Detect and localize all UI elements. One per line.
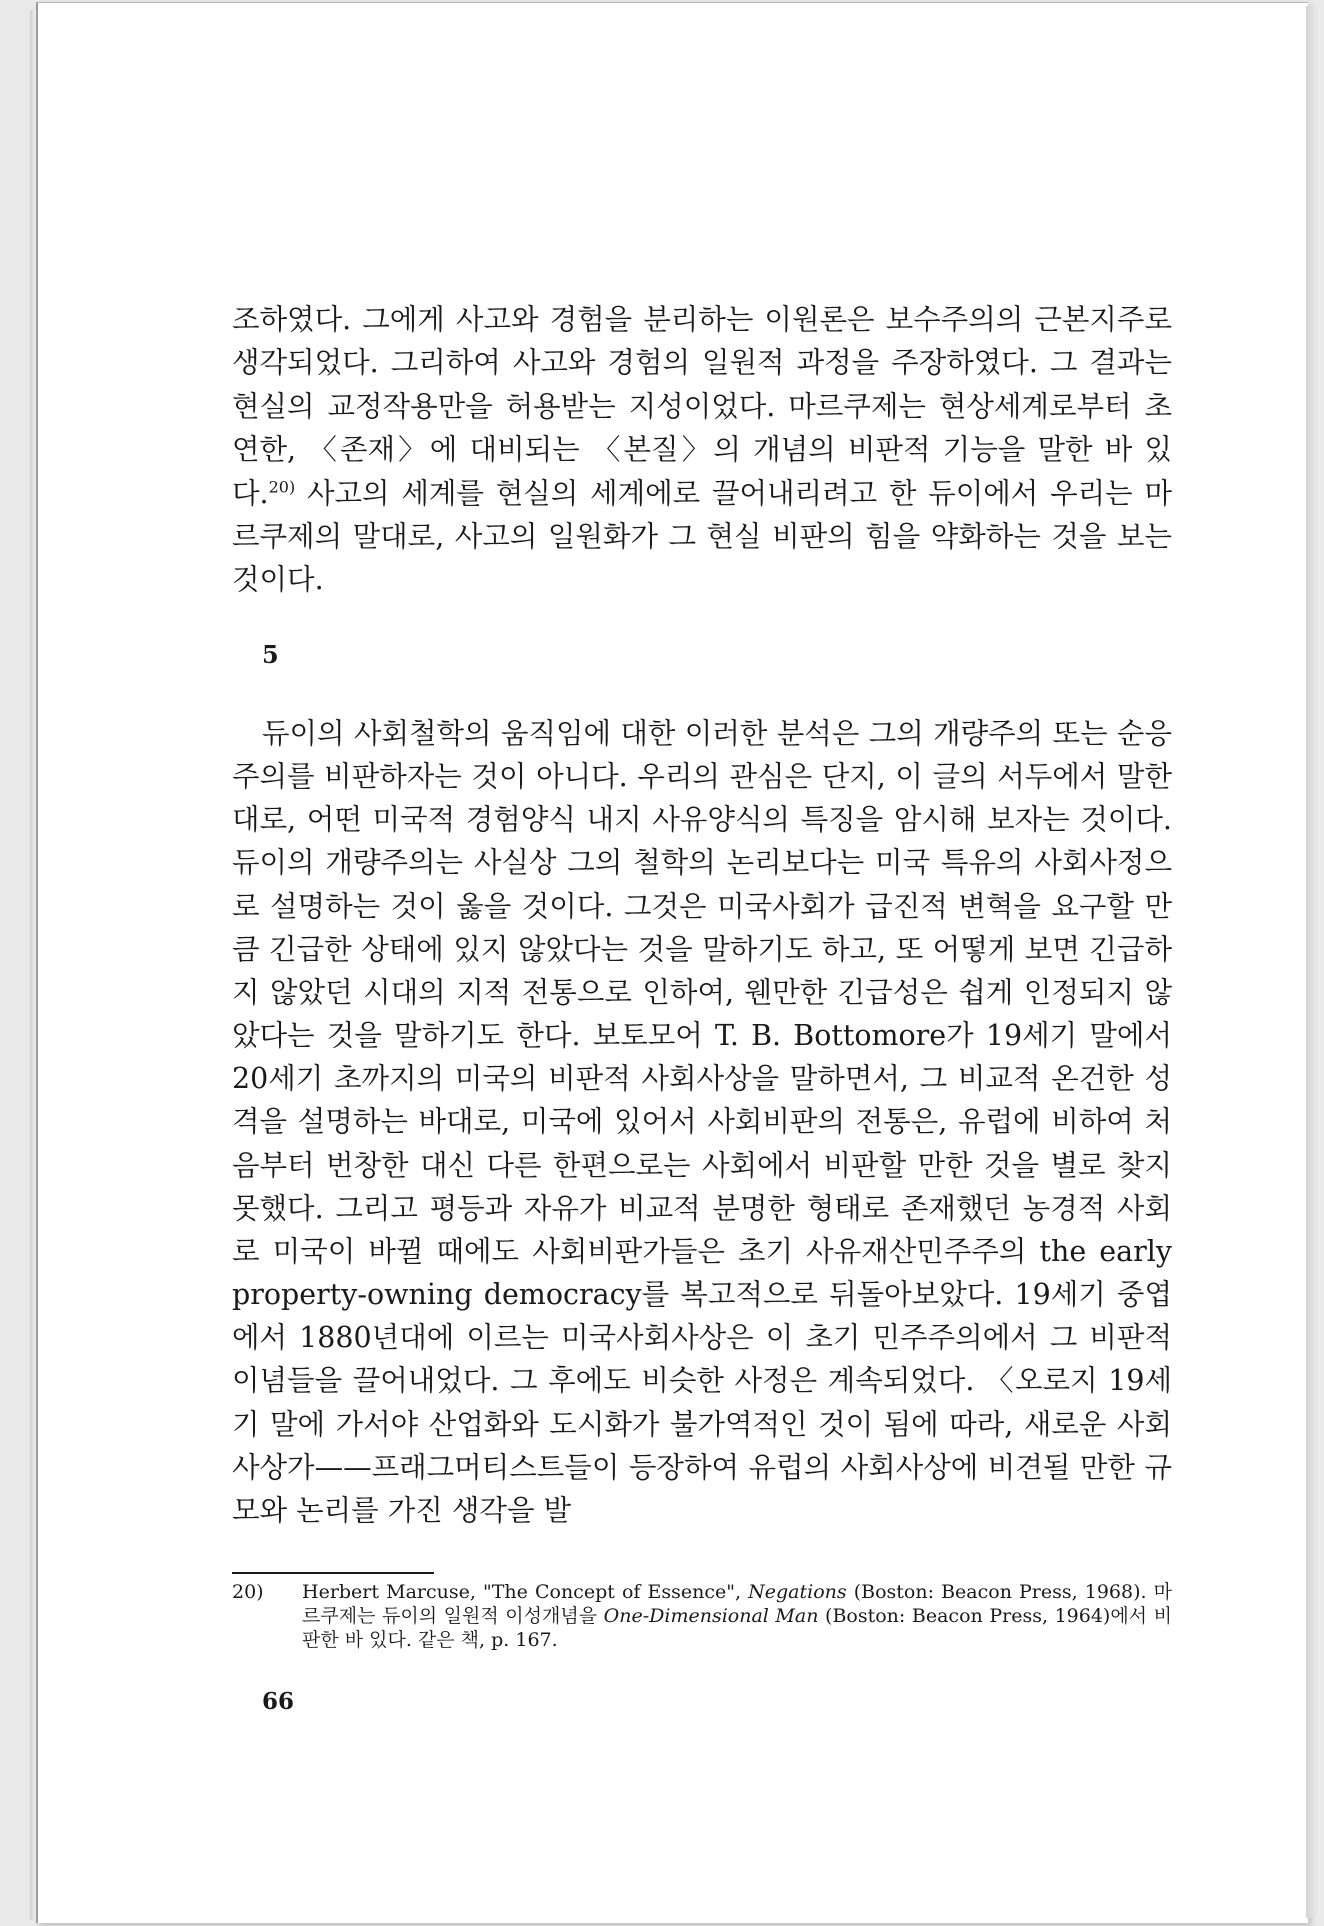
section-number: 5 <box>262 640 279 669</box>
paragraph-1-text: 조하였다. 그에게 사고와 경험을 분리하는 이원론은 보수주의의 근본지주로 생각되었다. 그리하여 사고와 경험의 일원적 과정을 주장하였다. 그 결과는 현실의 교정작용만을 허용받는 지성이었다. 마르쿠제는 현상세계로부터 초연한, 〈존재〉에 대비되는 〈본질〉의 개념의 비판적 기능을 말한 바 있다. <box>232 303 1172 510</box>
footnote-book-title: Negations <box>748 1581 847 1603</box>
page-number: 66 <box>262 1688 295 1715</box>
footnote-article-title: "The Concept of Essence", <box>482 1581 749 1603</box>
paragraph-1 <box>232 298 1172 602</box>
footnote-divider <box>232 1572 434 1574</box>
footnote-mark: 20) <box>232 1581 264 1603</box>
footnote-author: Herbert Marcuse, <box>302 1581 483 1603</box>
footnote <box>232 1580 1172 1652</box>
footnote-reference: 20) <box>268 477 296 497</box>
paragraph-2: 듀이의 사회철학의 움직임에 대한 이러한 분석은 그의 개량주의 또는 순응주의를 비판하자는 것이 아니다. 우리의 관심은 단지, 이 글의 서두에서 말한 대로, 어떤 미국적 경험양식 내지 사유양식의 특징을 암시해 보자는 것이다. 듀이의 개량주의는 사실상 그의 철학의 논리보다는 미국 특유의 사회사정으로 설명하는 것이 옳을 것이다. 그것은 미국사회가 급진적 변혁을 요구할 만큼 긴급한 상태에 있지 않았다는 것을 말하기도 하고, 또 어떻게 보면 긴급하지 않았던 시대의 지적 전통으로 인하여, 웬만한 긴급성은 쉽게 인정되지 않았다는 것을 말하기도 한다. 보토모어 T. B. Bottomore가 19세기 말에서 20세기 초까지의 미국의 비판적 사회사상을 말하면서, 그 비교적 온건한 성격을 설명하는 바대로, 미국에 있어서 사회비판의 전통은, 유럽에 비하여 처음부터 번창한 대신 다른 한편으로는 사회에서 비판할 만한 것을 별로 찾지 못했다. 그리고 평등과 자유가 비교적 분명한 형태로 존재했던 농경적 사회로 미국이 바뀔 때에도 사회비판가들은 초기 사유재산민주주의 the early property-owning democracy를 복고적으로 뒤돌아보았다. 19세기 중엽에서 1880년대에 이르는 미국사회사상은 이 초기 민주주의에서 그 비판적 이념들을 끌어내었다. 그 후에도 비슷한 사정은 계속되었다. 〈오로지 19세기 말에 가서야 산업화와 도시화가 불가역적인 것이 됨에 따라, 새로운 사회사상가——프래그머티스트들이 등장하여 유럽의 사회사상에 비견될 만한 규모와 논리를 가진 생각을 발 <box>232 717 1172 1527</box>
paragraph-1-text-continued: 사고의 세계를 현실의 세계에로 끌어내리려고 한 듀이에서 우리는 마르쿠제의 말대로, 사고의 일원화가 그 현실 비판의 힘을 약화하는 것을 보는 것이다. <box>232 476 1172 597</box>
footnote-publication-2: (Boston: Beacon Press, 1964)에서 비판한 바 있다. 같은 책, p. 167. <box>302 1605 1172 1651</box>
footnote-publication: (Boston: Beacon Press, 1968). 마르쿠제는 듀이의 일원적 이성개념을 <box>302 1581 1173 1627</box>
page-edge-right <box>1306 6 1320 1918</box>
footnote-book-title-2: One-Dimensional Man <box>603 1605 819 1627</box>
